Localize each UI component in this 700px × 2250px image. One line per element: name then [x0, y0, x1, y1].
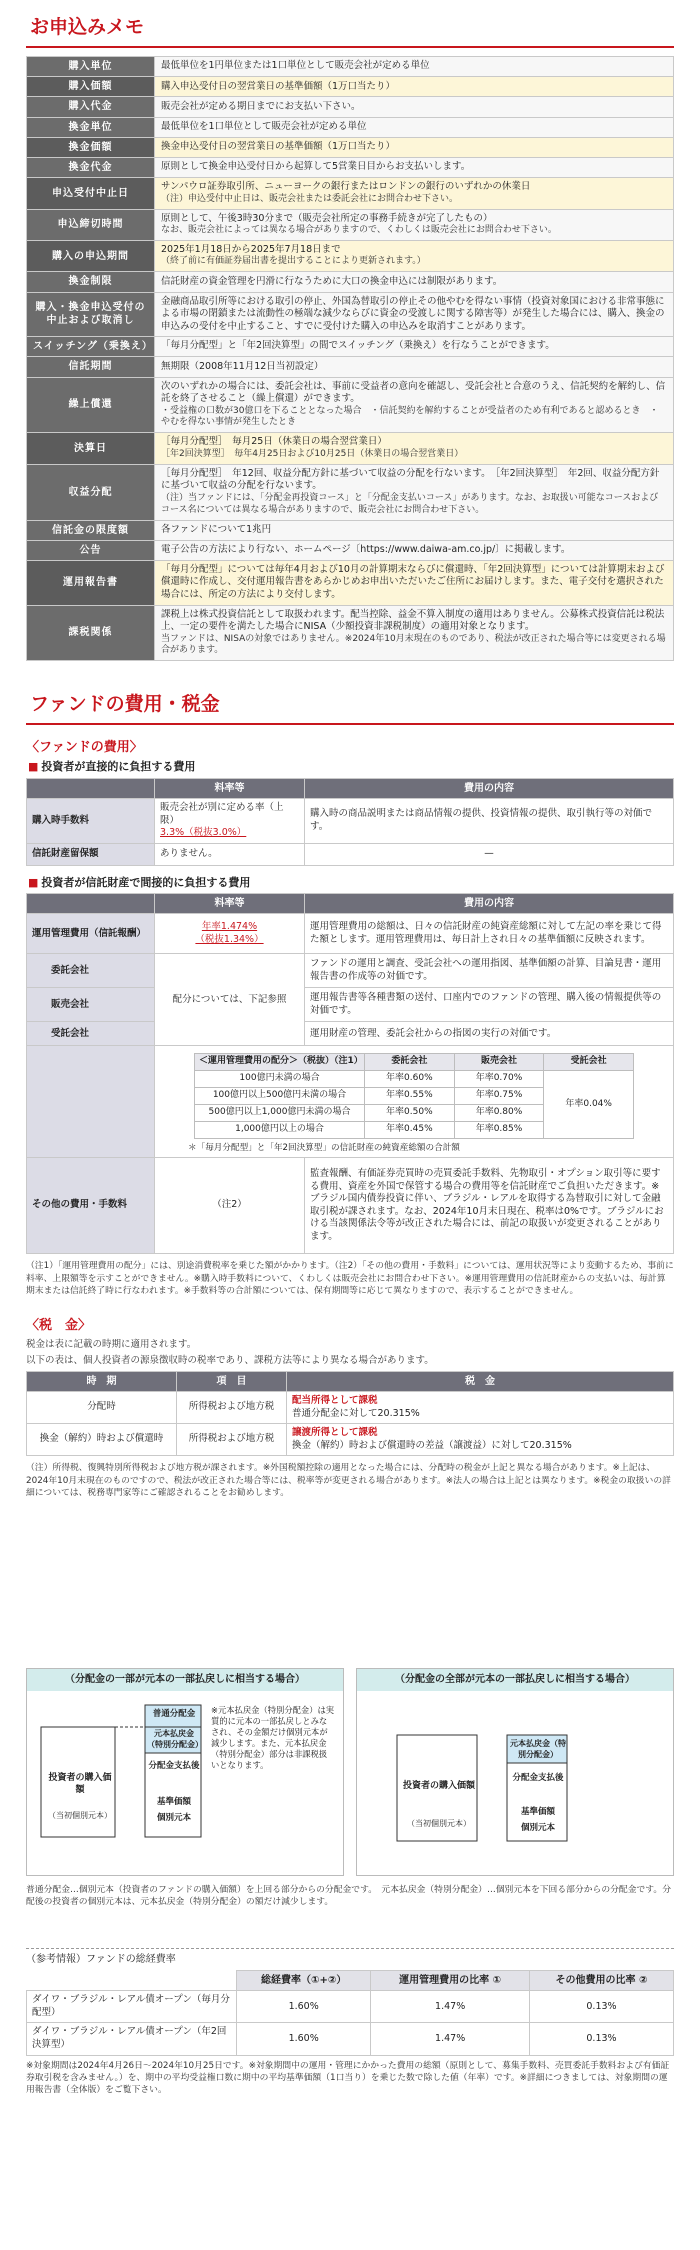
ref-col-blank	[27, 1971, 237, 1991]
memo-row	[27, 464, 674, 520]
memo-value	[155, 540, 674, 560]
party-alloc-note: 配分については、下記参照	[155, 954, 305, 1046]
memo-value	[155, 57, 674, 77]
cost-label: 個別元本	[156, 1813, 191, 1823]
memo-value-text: 「毎月分配型」と「年2回決算型」の間でスイッチング（乗換え）を行なうことができます。	[161, 340, 555, 352]
after-label-2: 分配金支払後	[512, 1773, 564, 1783]
tax-r1-rate: 普通分配金に対して20.315%	[292, 1407, 420, 1419]
memo-value	[155, 137, 674, 157]
tax-r2-type: 譲渡所得として課税	[292, 1427, 378, 1439]
tax-table	[26, 1371, 674, 1456]
memo-value	[155, 77, 674, 97]
buy-fee-rate-text: 販売会社が別に定める率（上限）	[160, 802, 284, 826]
memo-value-text: 2025年1月18日から2025年7月18日まで	[161, 243, 341, 255]
memo-key: 信託期間	[27, 357, 155, 377]
memo-value	[155, 357, 674, 377]
memo-value-text: 「毎月分配型」については毎年4月および10月の計算期末ならびに償還時、「年2回決算型」については計算期末および償還時に作成し、交付運用報告書をあらかじめお申出いただいたご住所にお届けします。また、電子交付を選択された場合には、所定の方法により交付します。	[161, 563, 665, 600]
diagram-partial	[26, 1668, 344, 1876]
purchase-sub-2: （当初個別元本）	[407, 1819, 471, 1828]
alloc-col-trustee: 受託会社	[544, 1054, 634, 1071]
alloc-cell-value: 年率0.80%	[454, 1105, 544, 1122]
other-fee-rate: （注2）	[155, 1158, 305, 1254]
memo-key: 購入価額	[27, 77, 155, 97]
memo-value	[155, 157, 674, 177]
buy-fee-label: 購入時手数料	[27, 799, 155, 844]
memo-value	[155, 117, 674, 137]
alloc-row	[195, 1071, 634, 1088]
alloc-cell-value: 年率0.75%	[454, 1088, 544, 1105]
memo-header	[26, 10, 674, 48]
memo-value	[155, 464, 674, 520]
alloc-col-consignor: 委託会社	[365, 1054, 455, 1071]
party-distributor: 販売会社	[27, 988, 155, 1022]
memo-row	[27, 178, 674, 209]
direct-fee-table	[26, 778, 674, 866]
other-fee-label: その他の費用・手数料	[27, 1158, 155, 1254]
memo-key: 公告	[27, 540, 155, 560]
buy-fee-rate-value: 3.3%（税抜3.0%）	[160, 827, 247, 839]
memo-value-text: 電子公告の方法により行ない、ホームページ〔https://www.daiwa-am.co.jp/〕に掲載します。	[161, 544, 571, 556]
alloc-header: ＜運用管理費用の配分＞（税抜）（注1）	[195, 1054, 365, 1071]
trust-fee-rate: ありません。	[155, 843, 305, 865]
ordinary-label: 普通分配金	[152, 1709, 196, 1719]
other-fee-content: 監査報酬、有価証券売買時の売買委託手数料、先物取引・オプション取引等に要する費用、資産を外国で保管する場合の費用等を信託財産でご負担いただきます。※ブラジル国内債券投資に伴い、ブラジル・レアルを取得する為替取引に対して金融取引税が課されます。なお、2024年10月末日現在、税率は0%です。ブラジルにおける当該関係法令等が改正された場合には、前記の取扱いが変更されることがあります。	[305, 1158, 674, 1254]
alloc-cell-value: 100億円以上500億円未満の場合	[195, 1088, 365, 1105]
memo-row	[27, 292, 674, 337]
ref-fund-name: ダイワ・ブラジル・レアル債オープン（年2回決算型）	[27, 2023, 237, 2055]
ref-col-2: 運用管理費用の比率 ①	[371, 1971, 530, 1991]
alloc-cell-value: 1,000億円以上の場合	[195, 1121, 365, 1138]
tax-bullet-2: 以下の表は、個人投資者の源泉徴収時の税率であり、課税方法等により異なる場合があります。	[26, 1354, 434, 1366]
memo-key: 購入単位	[27, 57, 155, 77]
party-trustee-content: 運用財産の管理、委託会社からの指図の実行の対価です。	[305, 1022, 674, 1046]
ref-value: 0.13%	[529, 2023, 673, 2055]
tax-col-item: 項 目	[177, 1371, 287, 1391]
diagram-full-title: （分配金の全部が元本の一部払戻しに相当する場合）	[357, 1669, 673, 1691]
tax-r1-tax	[287, 1392, 674, 1424]
purchase-label: 投資者の購入価額	[48, 1773, 112, 1795]
memo-row	[27, 377, 674, 433]
memo-key: 購入・換金申込受付の中止および取消し	[27, 292, 155, 337]
col-rate: 料率等	[155, 778, 305, 798]
tax-bullet-1: 税金は表に記載の時期に適用されます。	[26, 1339, 197, 1351]
ref-row	[27, 1991, 674, 2023]
memo-row	[27, 137, 674, 157]
memo-value	[155, 209, 674, 240]
alloc-cell-value: 500億円以上1,000億円未満の場合	[195, 1105, 365, 1122]
memo-row	[27, 560, 674, 605]
memo-value-note: （注）申込受付中止日は、販売会社または委託会社にお問合わせ下さい。	[161, 193, 459, 204]
mgmt-fee-rate-value: 年率1.474%	[201, 921, 258, 933]
memo-value-text: 最低単位を1口単位として販売会社が定める単位	[161, 120, 367, 132]
ref-value: 0.13%	[529, 1991, 673, 2023]
memo-value	[155, 240, 674, 271]
alloc-col-distributor: 販売会社	[454, 1054, 544, 1071]
memo-table	[26, 56, 674, 661]
party-distributor-content: 運用報告書等各種書類の送付、口座内でのファンドの管理、購入後の情報提供等の対価です。	[305, 988, 674, 1022]
mgmt-fee-rate-ex: （税抜1.34%）	[195, 933, 264, 945]
ref-title: （参考情報）ファンドの総経費率	[26, 1948, 674, 1966]
tax-r1-type: 配当所得として課税	[292, 1395, 378, 1407]
diagram-partial-title: （分配金の一部が元本の一部払戻しに相当する場合）	[27, 1669, 343, 1691]
memo-value-text: 金融商品取引所等における取引の停止、外国為替取引の停止その他やむを得ない事情（投資対象国における非常事態による市場の閉鎖または流動性の極端な減少ならびに資金の受渡しに関する障害等）が発生した場合には、購入、換金の申込みの受付を中止すること、すでに受付けた購入の申込みを取消すことがあります。	[161, 295, 665, 332]
memo-row	[27, 157, 674, 177]
memo-value-text: 原則として換金申込受付日から起算して5営業日目からお支払いします。	[161, 161, 471, 173]
memo-value-note: ［年2回決算型］ 毎年4月25日および10月25日（休業日の場合翌営業日）	[161, 448, 464, 459]
diagram-footnote: 普通分配金…個別元本（投資者のファンドの購入価額）を上回る部分からの分配金です。 元本払戻金（特別分配金）…個別元本を下回る部分からの分配金です。分配後の投資者の個別元本は、元本払戻金（特別分配金）の額だけ減少します。	[26, 1885, 671, 1908]
ref-fund-name: ダイワ・ブラジル・レアル債オープン（毎月分配型）	[27, 1991, 237, 2023]
memo-value-text: 信託財産の資金管理を円滑に行なうために大口の換金申込には制限があります。	[161, 275, 503, 287]
trust-fee-content: —	[305, 843, 674, 865]
tax-subtitle: 〈税 金〉	[26, 1318, 92, 1334]
buy-fee-rate	[155, 799, 305, 844]
memo-title: お申込みメモ	[30, 15, 145, 38]
memo-value-text: 無期限（2008年11月12日当初設定）	[161, 360, 324, 372]
after-label: 分配金支払後	[148, 1761, 200, 1771]
memo-key: 購入の申込期間	[27, 240, 155, 271]
memo-row	[27, 540, 674, 560]
memo-value	[155, 292, 674, 337]
memo-value	[155, 605, 674, 661]
tax-r2-time: 換金（解約）時および償還時	[27, 1424, 177, 1456]
memo-value-text: サンパウロ証券取引所、ニューヨークの銀行またはロンドンの銀行のいずれかの休業日	[161, 181, 531, 193]
memo-row	[27, 272, 674, 292]
memo-value	[155, 97, 674, 117]
memo-value-text: 次のいずれかの場合には、委託会社は、事前に受益者の意向を確認し、受託会社と合意のうえ、信託契約を解約し、信託を終了させること（繰上償還）ができます。	[161, 380, 666, 405]
tax-notes: （注）所得税、復興特別所得税および地方税が課されます。※外国税額控除の適用となった場合には、分配時の税金が上記と異なる場合があります。※上記は、2024年10月末現在のものですので、税法が改正された場合等には、税率等が変更される場合があります。※法人の場合は上記とは異なります。※税金の取扱いの詳細については、税務専門家等にご確認されることをお勧めします。	[26, 1463, 671, 1498]
tax-r2-tax	[287, 1424, 674, 1456]
diagram-explanation: ※元本払戻金（特別分配金）は実質的に元本の一部払戻しとみなされ、その金額だけ個別元本が減少します。また、元本払戻金（特別分配金）部分は非課税扱いとなります。	[211, 1705, 335, 1770]
fees-header	[26, 687, 674, 725]
indirect-heading: ■ 投資者が信託財産で間接的に負担する費用	[28, 876, 674, 891]
fees-subtitle: 〈ファンドの費用〉	[26, 740, 143, 756]
tax-r2-rate: 換金（解約）時および償還時の差益（譲渡益）に対して20.315%	[292, 1439, 572, 1451]
memo-key: 換金代金	[27, 157, 155, 177]
col-content: 費用の内容	[305, 778, 674, 798]
memo-row	[27, 57, 674, 77]
memo-row	[27, 337, 674, 357]
memo-key: 換金価額	[27, 137, 155, 157]
memo-key: 繰上償還	[27, 377, 155, 433]
memo-key: 申込受付中止日	[27, 178, 155, 209]
col-content-2: 費用の内容	[305, 894, 674, 914]
memo-value-text: 最低単位を1円単位または1口単位として販売会社が定める単位	[161, 60, 430, 72]
memo-row	[27, 117, 674, 137]
buy-fee-content: 購入時の商品説明または商品情報の提供、投資情報の提供、取引執行等の対価です。	[305, 799, 674, 844]
purchase-label-2: 投資者の購入価額	[402, 1781, 475, 1791]
diagram-full	[356, 1668, 674, 1876]
alloc-cell	[155, 1046, 674, 1158]
memo-value-text: 販売会社が定める期日までにお支払い下さい。	[161, 100, 361, 112]
mgmt-fee-rate	[155, 914, 305, 954]
memo-key: 課税関係	[27, 605, 155, 661]
alloc-note: ＊「毎月分配型」と「年2回決算型」の信託財産の純資産総額の合計額	[188, 1142, 460, 1153]
memo-value-text: 購入申込受付日の翌営業日の基準価額（1万口当たり）	[161, 80, 396, 92]
nav-label-2: 基準価額	[520, 1807, 555, 1817]
tax-col-time: 時 期	[27, 1371, 177, 1391]
memo-value-text: ［毎月分配型］ 毎月25日（休業日の場合翌営業日）	[161, 436, 387, 448]
col-blank-2	[27, 894, 155, 914]
memo-row	[27, 520, 674, 540]
tax-r2-item: 所得税および地方税	[177, 1424, 287, 1456]
ref-col-1: 総経費率（①+②）	[237, 1971, 371, 1991]
memo-row	[27, 357, 674, 377]
ref-value: 1.47%	[371, 2023, 530, 2055]
indirect-fee-table	[26, 893, 674, 1254]
fee-notes: （注1）「運用管理費用の配分」には、別途消費税率を乗じた額がかかります。（注2）「その他の費用・手数料」については、運用状況等により変動するため、事前に料率、上限額等を示すことができません。※購入時手数料について、くわしくは販売会社にお問合わせ下さい。※運用管理費用の信託財産からの支払いは、毎計算期末または信託終了時に行なわれます。※手数料等の合計額については、保有期間等に応じて異なりますので、表示することができません。	[26, 1261, 674, 1296]
tax-r1-item: 所得税および地方税	[177, 1392, 287, 1424]
memo-value	[155, 377, 674, 433]
col-rate-2: 料率等	[155, 894, 305, 914]
principal-label-2: 元本払戻金（特別分配金）	[510, 1739, 566, 1759]
tax-col-tax: 税 金	[287, 1371, 674, 1391]
memo-value-note: なお、販売会社によっては異なる場合がありますので、くわしくは販売会社にお問合わせ下さい。	[161, 225, 557, 236]
ref-value: 1.60%	[237, 1991, 371, 2023]
alloc-table	[194, 1053, 634, 1138]
memo-key: 信託金の限度額	[27, 520, 155, 540]
direct-heading: ■ 投資者が直接的に負担する費用	[28, 760, 674, 775]
memo-row	[27, 433, 674, 464]
memo-value	[155, 433, 674, 464]
trust-fee-label: 信託財産留保額	[27, 843, 155, 865]
alloc-cell-value: 年率0.45%	[365, 1121, 455, 1138]
alloc-side	[27, 1046, 155, 1158]
col-blank	[27, 778, 155, 798]
memo-value-text: 原則として、午後3時30分まで（販売会社所定の事務手続きが完了したもの）	[161, 212, 493, 224]
memo-key: スイッチング（乗換え）	[27, 337, 155, 357]
memo-value	[155, 178, 674, 209]
memo-key: 換金制限	[27, 272, 155, 292]
memo-row	[27, 240, 674, 271]
ref-col-3: その他費用の比率 ②	[529, 1971, 673, 1991]
alloc-cell-value: 年率0.85%	[454, 1121, 544, 1138]
memo-row	[27, 97, 674, 117]
memo-value-note: （注）当ファンドには、「分配金再投資コース」と「分配金支払いコース」があります。なお、お取扱い可能なコースおよびコース名については異なる場合がありますので、販売会社にお問合わせ下さい。	[161, 492, 659, 515]
party-trustee: 受託会社	[27, 1022, 155, 1046]
memo-key: 収益分配	[27, 464, 155, 520]
party-consignor-content: ファンドの運用と調査、受託会社への運用指図、基準価額の計算、目論見書・運用報告書の作成等の対価です。	[305, 954, 674, 988]
memo-value	[155, 272, 674, 292]
alloc-cell-value: 年率0.60%	[365, 1071, 455, 1088]
memo-key: 換金単位	[27, 117, 155, 137]
ref-row	[27, 2023, 674, 2055]
memo-row	[27, 605, 674, 661]
ref-table	[26, 1970, 674, 2055]
memo-row	[27, 209, 674, 240]
mgmt-fee-label: 運用管理費用（信託報酬）	[27, 914, 155, 954]
fees-title: ファンドの費用・税金	[30, 693, 220, 716]
alloc-cell-value: 年率0.70%	[454, 1071, 544, 1088]
alloc-cell-value: 年率0.50%	[365, 1105, 455, 1122]
memo-value	[155, 560, 674, 605]
ref-box	[26, 1948, 674, 2098]
principal-label: 元本払戻金（特別分配金）	[147, 1729, 203, 1749]
memo-value-text: 換金申込受付日の翌営業日の基準価額（1万口当たり）	[161, 141, 396, 153]
mgmt-fee-content: 運用管理費用の総額は、日々の信託財産の純資産総額に対して左記の率を乗じて得た額とします。運用管理費用は、毎日計上され日々の基準価額に反映されます。	[305, 914, 674, 954]
purchase-sub: （当初個別元本）	[48, 1811, 112, 1820]
alloc-cell-value: 100億円未満の場合	[195, 1071, 365, 1088]
memo-key: 申込締切時間	[27, 209, 155, 240]
memo-value	[155, 337, 674, 357]
cost-label-2: 個別元本	[520, 1823, 555, 1833]
memo-value	[155, 520, 674, 540]
memo-value-note: （終了前に有価証券届出書を提出することにより更新されます。）	[161, 256, 426, 267]
nav-label: 基準価額	[156, 1797, 191, 1807]
memo-value-text: ［毎月分配型］ 年12回、収益分配方針に基づいて収益の分配を行ないます。 ［年2回決算型］ 年2回、収益分配方針に基づいて収益の分配を行ないます。	[161, 467, 660, 492]
memo-row	[27, 77, 674, 97]
ref-value: 1.60%	[237, 2023, 371, 2055]
ref-notes: ※対象期間は2024年4月26日〜2024年10月25日です。※対象期間中の運用・管理にかかった費用の総額（原則として、募集手数料、売買委託手数料および有価証券取引税を含みません。）を、期中の平均受益権口数に期中の平均基準価額（1口当り）を乗じた数で除した値（年率）です。※詳細につきましては、対象期間の運用報告書（全体版）をご覧下さい。	[26, 2060, 670, 2096]
memo-key: 購入代金	[27, 97, 155, 117]
memo-value-note: ・受益権の口数が30億口を下ることとなった場合 ・信託契約を解約することが受益者のため有利であると認めるとき ・やむを得ない事情が発生したとき	[161, 405, 659, 428]
memo-value-note: 当ファンドは、NISAの対象ではありません。※2024年10月末現在のものであり、税法が改正された場合等には変更される場合があります。	[161, 633, 666, 656]
memo-value-text: 課税上は株式投資信託として取扱われます。配当控除、益金不算入制度の適用はありません。公募株式投資信託は税法上、一定の要件を満たした場合にNISA（少額投資非課税制度）の適用対象となります。	[161, 608, 665, 633]
memo-key: 決算日	[27, 433, 155, 464]
alloc-trustee-value: 年率0.04%	[544, 1071, 634, 1139]
memo-value-text: 各ファンドについて1兆円	[161, 523, 272, 535]
party-consignor: 委託会社	[27, 954, 155, 988]
tax-r1-time: 分配時	[27, 1392, 177, 1424]
memo-key: 運用報告書	[27, 560, 155, 605]
alloc-cell-value: 年率0.55%	[365, 1088, 455, 1105]
ref-value: 1.47%	[371, 1991, 530, 2023]
